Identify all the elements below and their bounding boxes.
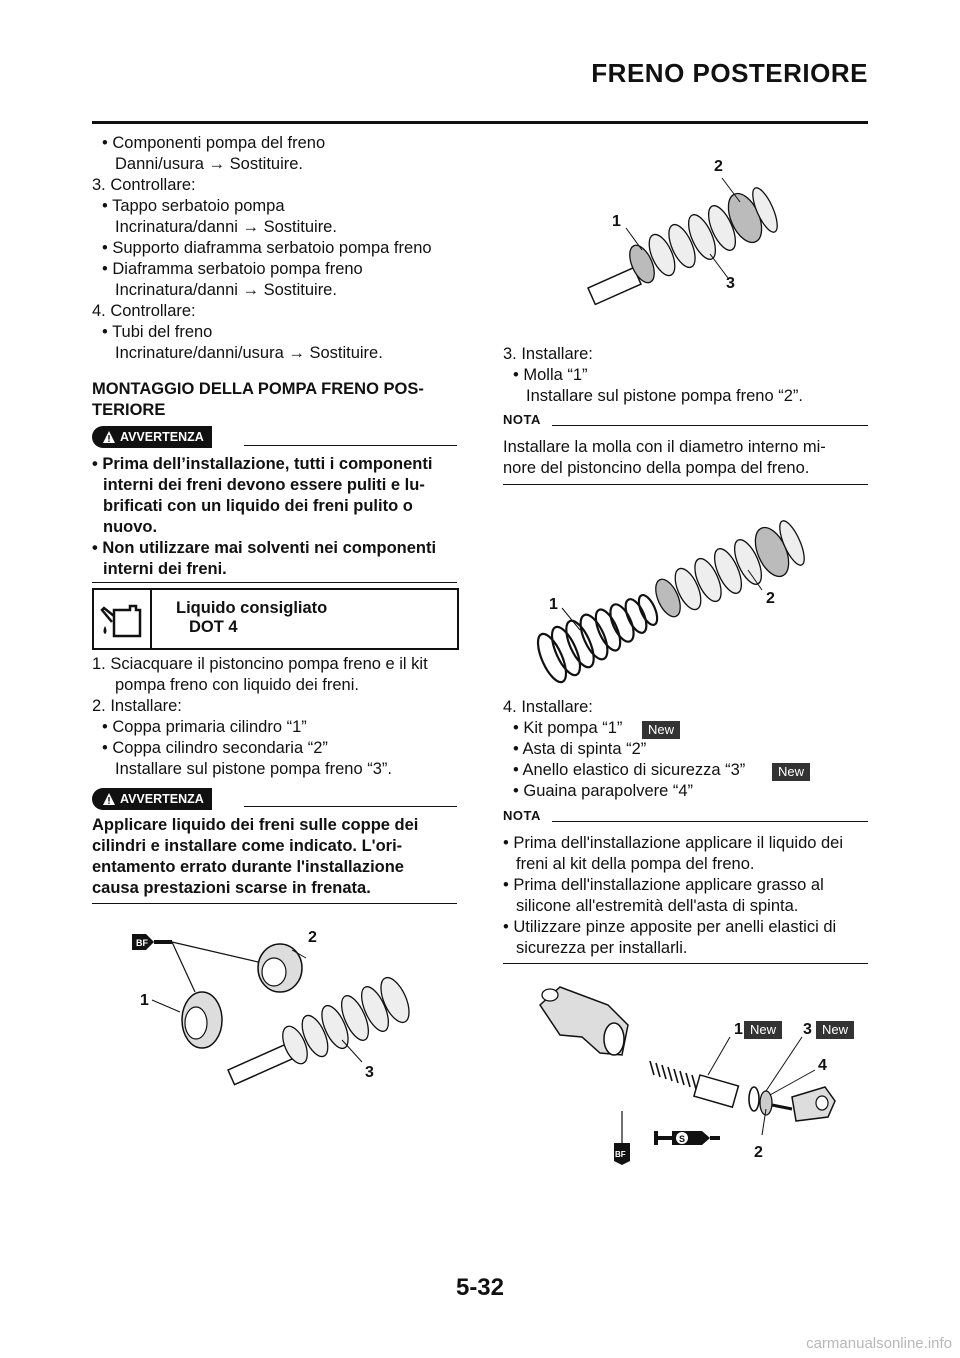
- fig2-callout-2: 2: [766, 590, 775, 607]
- new-badge: New: [744, 1021, 782, 1039]
- warning-text: interni dei freni devono essere puliti e lu-: [103, 476, 425, 494]
- section-title-line-2: TERIORE: [92, 401, 166, 419]
- fig1-callout-1: 1: [612, 213, 621, 230]
- warning-text: causa prestazioni scarse in frenata.: [92, 879, 371, 897]
- warning-triangle-icon: [102, 792, 116, 806]
- warning-text: brificati con un liquido dei freni pulito o: [103, 497, 413, 515]
- fig3-callout-3: 3: [803, 1021, 812, 1038]
- list-item: • Tappo serbatoio pompa: [102, 197, 285, 215]
- fluid-value: DOT 4: [189, 618, 238, 636]
- list-item: pompa freno con liquido dei freni.: [115, 676, 359, 694]
- fig3-callout-1: 1: [734, 1021, 743, 1038]
- list-item: Incrinatura/danni → Sostituire.: [115, 218, 337, 236]
- warning-text: • Prima dell’installazione, tutti i componenti: [92, 455, 433, 473]
- warning-text: nuovo.: [103, 518, 158, 536]
- warning-badge: [92, 788, 212, 810]
- step-4-item: • Anello elastico di sicurezza “3”: [513, 761, 746, 779]
- new-badge: New: [772, 763, 810, 781]
- nota-bottom-rule: [503, 963, 868, 964]
- list-item: Incrinatura/danni → Sostituire.: [115, 281, 337, 299]
- list-item: 2. Installare:: [92, 697, 182, 715]
- bf-label: BF: [615, 1150, 626, 1159]
- list-item: • Componenti pompa del freno: [102, 134, 326, 152]
- step-4-item: • Guaina parapolvere “4”: [513, 782, 694, 800]
- list-item: • Diaframma serbatoio pompa freno: [102, 260, 363, 278]
- list-item: Incrinature/danni/usura → Sostituire.: [115, 344, 383, 362]
- list-item: Danni/usura → Sostituire.: [115, 155, 304, 173]
- nota-bottom-rule: [503, 484, 868, 485]
- fig1-callout-2: 2: [714, 158, 723, 175]
- fig2-callout-1: 1: [549, 596, 558, 613]
- nota-text: sicurezza per installarli.: [516, 939, 688, 957]
- callout-3: 3: [365, 1064, 374, 1081]
- warning-bottom-rule: [92, 903, 457, 904]
- page-header-title: FRENO POSTERIORE: [591, 58, 868, 88]
- nota-rule: [552, 821, 868, 822]
- list-item: 4. Controllare:: [92, 302, 196, 320]
- fig3-callout-4: 4: [818, 1057, 827, 1074]
- step-3-detail: Installare sul pistone pompa freno “2”.: [526, 387, 803, 405]
- header-rule: [92, 121, 868, 124]
- nota-text: • Prima dell'installazione applicare grasso al: [503, 876, 824, 894]
- fig3-callout-2: 2: [754, 1144, 763, 1161]
- nota-text: nore del pistoncino della pompa del freno.: [503, 459, 810, 477]
- warning-label: AVVERTENZA: [120, 430, 204, 444]
- list-item: • Supporto diaframma serbatoio pompa freno: [102, 239, 432, 257]
- nota-text: freni al kit della pompa del freno.: [516, 855, 755, 873]
- nota-text: • Prima dell'installazione applicare il liquido dei: [503, 834, 844, 852]
- page-number: 5-32: [455, 1274, 505, 1301]
- step-4-title: 4. Installare:: [503, 698, 593, 716]
- s-label: S: [679, 1134, 686, 1144]
- warning-badge: [92, 426, 212, 448]
- list-item: • Coppa primaria cilindro “1”: [102, 718, 307, 736]
- watermark: carmanualsonline.info: [806, 1335, 952, 1352]
- callout-1: 1: [140, 992, 149, 1009]
- piston-cups-illustration: [110, 920, 440, 1110]
- nota-rule: [552, 425, 868, 426]
- warning-label: AVVERTENZA: [120, 792, 204, 806]
- list-item: 3. Controllare:: [92, 176, 196, 194]
- step-4-item: • Asta di spinta “2”: [513, 740, 647, 758]
- fluid-title: Liquido consigliato: [176, 599, 328, 617]
- box-divider: [150, 590, 152, 648]
- warning-text: interni dei freni.: [103, 560, 227, 578]
- list-item: • Coppa cilindro secondaria “2”: [102, 739, 328, 757]
- recommended-fluid-box: [92, 588, 459, 650]
- nota-label: NOTA: [503, 412, 541, 427]
- step-4-item: • Kit pompa “1”: [513, 719, 623, 737]
- fig1-callout-3: 3: [726, 275, 735, 292]
- warning-text: • Non utilizzare mai solventi nei componenti: [92, 539, 437, 557]
- new-badge: New: [816, 1021, 854, 1039]
- callout-2: 2: [308, 929, 317, 946]
- warning-rule: [244, 806, 457, 807]
- bf-label: BF: [136, 938, 148, 948]
- list-item: Installare sul pistone pompa freno “3”.: [115, 760, 392, 778]
- piston-cups-assembled-illustration: [580, 170, 790, 330]
- warning-rule: [244, 445, 457, 446]
- nota-text: Installare la molla con il diametro interno mi-: [503, 438, 826, 456]
- new-badge: New: [642, 721, 680, 739]
- warning-text: Applicare liquido dei freni sulle coppe dei: [92, 816, 419, 834]
- warning-text: entamento errato durante l'installazione: [92, 858, 404, 876]
- nota-text: • Utilizzare pinze apposite per anelli elastici di: [503, 918, 837, 936]
- step-3-title: 3. Installare:: [503, 345, 593, 363]
- warning-bottom-rule: [92, 582, 457, 583]
- list-item: • Tubi del freno: [102, 323, 213, 341]
- nota-label: NOTA: [503, 808, 541, 823]
- list-item: 1. Sciacquare il pistoncino pompa freno e il kit: [92, 655, 428, 673]
- oil-can-icon: [100, 596, 148, 642]
- master-cylinder-assembly-illustration: [530, 975, 860, 1165]
- step-3-item: • Molla “1”: [513, 366, 588, 384]
- warning-triangle-icon: [102, 430, 116, 444]
- warning-text: cilindri e installare come indicato. L'ori-: [92, 837, 403, 855]
- section-title-line-1: MONTAGGIO DELLA POMPA FRENO POS-: [92, 380, 424, 398]
- spring-piston-illustration: [530, 500, 820, 690]
- nota-text: silicone all'estremità dell'asta di spinta.: [516, 897, 799, 915]
